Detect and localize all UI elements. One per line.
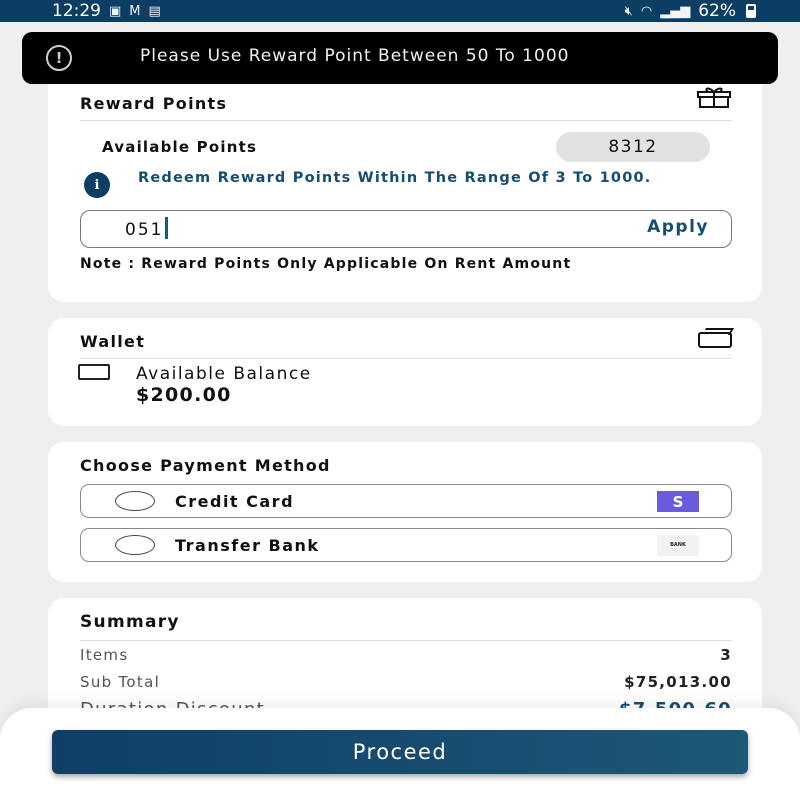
gmail-icon: M [129, 3, 141, 19]
summary-items-label: Items [80, 646, 129, 664]
checkout-screen [0, 22, 800, 800]
summary-subtotal-value: $75,013.00 [624, 673, 732, 691]
toast-message [22, 32, 778, 84]
apply-button[interactable]: Apply [647, 217, 709, 237]
wifi-icon: ◠ [640, 3, 653, 19]
alert-icon: ! [46, 45, 72, 71]
wallet-checkbox[interactable] [78, 364, 110, 380]
reward-divider [80, 120, 732, 121]
summary-row-items [80, 646, 732, 664]
proceed-button[interactable]: Proceed [52, 730, 748, 774]
stripe-logo: S [657, 491, 699, 512]
battery-icon [746, 4, 756, 18]
payment-method-card [48, 442, 762, 582]
status-bar [0, 0, 800, 22]
credit-card-radio[interactable] [115, 491, 155, 511]
payment-title: Choose Payment Method [80, 456, 331, 475]
wallet-card [48, 318, 762, 426]
battery-percent: 62% [698, 1, 736, 21]
summary-title: Summary [80, 612, 180, 632]
gift-icon [696, 86, 732, 108]
reward-points-input[interactable] [80, 210, 732, 248]
status-right [625, 1, 756, 21]
available-balance-amount: $200.00 [136, 384, 232, 406]
credit-card-label: Credit Card [175, 492, 295, 511]
summary-row-subtotal [80, 673, 732, 691]
wallet-icon [698, 332, 732, 348]
notification-icon: ▤ [148, 3, 161, 19]
text-caret [165, 217, 168, 239]
status-left [52, 1, 161, 21]
wallet-title: Wallet [80, 332, 146, 351]
signal-icon: ▂▄▆ [660, 3, 691, 19]
available-points-label: Available Points [102, 138, 258, 156]
summary-items-value: 3 [720, 646, 732, 664]
reward-title: Reward Points [80, 94, 228, 113]
bank-logo [657, 535, 699, 556]
info-icon: i [84, 172, 110, 198]
bottom-action-sheet [0, 708, 800, 800]
summary-divider [80, 640, 732, 641]
status-time: 12:29 [52, 1, 101, 21]
toast-text: Please Use Reward Point Between 50 To 1000 [140, 46, 570, 66]
available-balance-label: Available Balance [136, 364, 312, 384]
available-points-value: 8312 [556, 132, 710, 162]
payment-option-credit-card[interactable] [80, 484, 732, 518]
reward-points-card [48, 74, 762, 302]
summary-subtotal-label: Sub Total [80, 673, 161, 691]
redeem-range-info: Redeem Reward Points Within The Range Of 3 To 1000. [138, 170, 652, 186]
reward-points-input-value[interactable] [125, 217, 168, 240]
transfer-bank-label: Transfer Bank [175, 536, 320, 555]
transfer-bank-radio[interactable] [115, 535, 155, 555]
payment-option-transfer-bank[interactable] [80, 528, 732, 562]
wallet-divider [80, 358, 732, 359]
bank-logo-text: BANK [670, 542, 686, 548]
mute-icon: 🔇︎ [624, 3, 633, 19]
input-text: 051 [125, 220, 164, 240]
image-icon: ▣ [109, 3, 122, 19]
reward-note: Note : Reward Points Only Applicable On Rent Amount [80, 256, 572, 272]
